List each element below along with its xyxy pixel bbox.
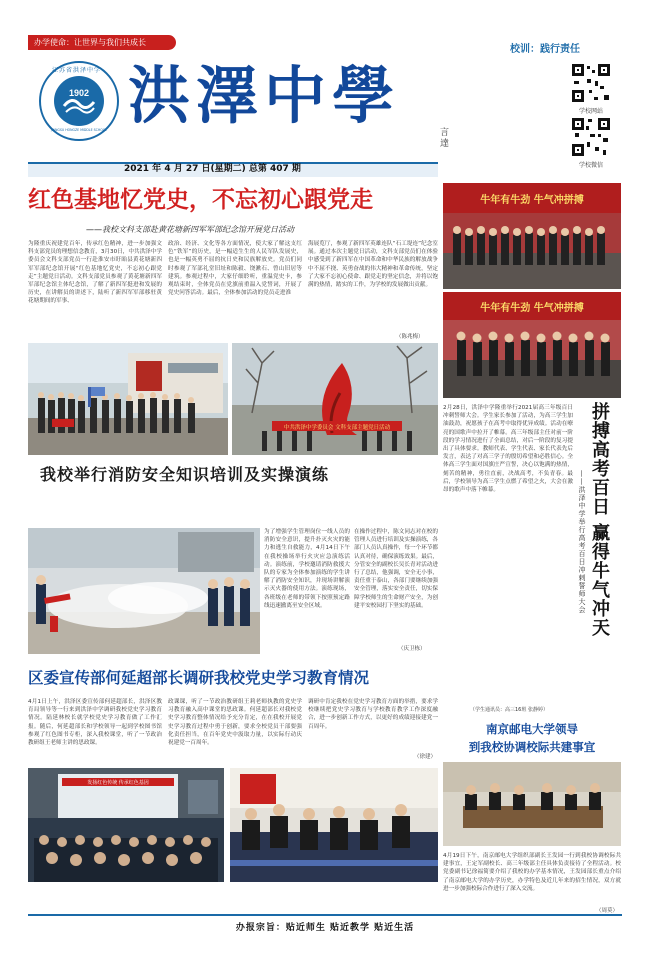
rally-banner-b: 牛年有牛劲 牛气冲拼搏 <box>480 303 584 314</box>
article2-author: （庆卫栋） <box>398 646 426 652</box>
classroom-slide-text: 发扬红色传统 传承红色基因 <box>87 780 149 786</box>
issue-date-line: 2021 年 4 月 27 日(星期二) 总第 407 期 <box>124 164 301 174</box>
article4-body: 2月28日，洪泽中学隆重举行2021届高三年级百日冲刺誓师大会。学生家长参加了活动，为高三学生加油鼓劲，祝愿孩子在高考中取得优异成绩。活动在嘹亮的国歌声中拉开了帷幕。高三年级部主任对前一阶段的学习情况进行了全面总结，对后一阶段的复习提出了具体要求。教师代表、学生代表、家长代表先后发言，表达了对高三学子的殷切希望和必胜信心。全体高三学生面对国旗庄严宣誓，决心以饱满的热情，刻苦的精神，勇往直前，决战高考，不负青春。最后，学校领导为高三学生点燃了希望之火，大会在激昂的歌声中落下帷幕。 <box>443 405 573 494</box>
slogan-banner <box>28 35 176 50</box>
photo-memorial-group <box>28 343 228 455</box>
school-motto: 校训：践行责任 <box>510 44 580 55</box>
article1-col2: 政治、经济、文化等各方面情况，使大家了解这支红色“铁军”的历史，是一幅适生生的人民军队发展史，也是一幅英勇不屈的抗日史和民族解放史。党员们同时参观了军部礼堂旧址和陈毅、饶漱石、曾山旧居等建筑。参观过程中，大家仔细聆听，重温党史卡，参观结束时，全体党员在党旗前重温入党誓词，开展了党史问答活动。最后，全体参加活动的党员走进淮 <box>168 241 302 297</box>
logo-arc-text: 江苏省洪泽中学 <box>52 67 102 74</box>
article1-headline: 红色基地忆党史，不忘初心跟党走 <box>28 187 373 213</box>
memorial-banner-text: 中共洪泽中学委员会 文科支部主题党日活动 <box>283 425 391 431</box>
qr-code-icon <box>570 62 612 104</box>
qr-label-website: 学校网站 <box>578 108 603 115</box>
photo-lecture-hall <box>230 768 438 882</box>
article3-author: （徐建） <box>414 754 437 760</box>
qr-label-wechat: 学校微信 <box>578 162 603 169</box>
footer-text: 办报宗旨：贴近师生 贴近教学 贴近生活 <box>235 923 415 933</box>
photo-pledge-rally-1 <box>443 183 621 289</box>
newspaper-title: 洪澤中學 <box>128 59 401 132</box>
photo-memorial-sculpture <box>232 343 438 455</box>
article5-headline-line1: 南京邮电大学领导 <box>486 722 578 736</box>
article1-col1: 为隆重庆祝建党百年，传承红色精神，进一步加强文科支部党员的理想信念教育，3月30日，中共洪泽中学委员会文科支部党员一行赴淮安市盱眙县黄花塘新四军军部纪念馆开展“红色基地忆党史，不忘初心跟党走”主题党日活动。文科支部党员参观了黄花塘新四军军部纪念馆主体纪念馆，了解了新四军挺进和发展的历史，在讲解员的讲述下，陆听了新四军军部移驻黄花塘期间的军事、 <box>28 241 162 305</box>
school-logo-icon <box>38 60 120 142</box>
photo-university-meeting <box>443 762 621 846</box>
article1-author: （陈兆梅） <box>396 334 424 340</box>
article5-headline <box>443 720 621 756</box>
photo-classroom <box>28 768 224 882</box>
article3-col1: 4月1日上午，洪泽区委宣传部何延超部长，洪泽区教育局领导等一行来到洪泽中学调研我校党史学习教育情况。陆延林校长就学校党史学习教育做了工作汇报。随后，何延超部长和学校领导一起到学校图书馆参观了红色图书专柜，深入我校课堂，听了一节政治教研组王老师主讲的思政课。 <box>28 699 162 747</box>
logo-subtext: JIANGSU HONGZE MIDDLE SCHOOL <box>50 128 108 132</box>
article4-author: （学生通讯员：高三16班 张静婷） <box>470 707 548 713</box>
photo-fire-drill <box>28 528 260 654</box>
article5-author: （周莫） <box>596 908 619 914</box>
article3-headline: 区委宣传部何延超部长调研我校党史学习教育情况 <box>28 669 370 687</box>
article2-col2: 在操作过程中，陈文同志对在校的管理人员进行培训及实操演练，各部门人员认真操作，每一个环节都认真对待，确保演练效果。最后，分管安全的副校长吴长青对活动进行了总结，他强调，安全无小事，责任重于泰山，各部门要继续加强安全管理，落实安全责任，切实保障学校师生的生命财产安全，为创建平安校园打下坚实的基础。 <box>354 529 438 609</box>
article5-body: 4月19日下午，南京邮电大学组织部副长王发园一行到我校协调校际共建事宜，王定军副校长、高三年级部主任具体负责接待了全程活动。校党委副书记徐福简要介绍了我校的办学基本情况，王发园部长重点介绍了南京邮电大学的办学历史，办学特色及近几年来的招生情况，双方就进一步加强校际合作进行了深入交流。 <box>443 853 621 892</box>
photo-pledge-rally-2 <box>443 292 621 398</box>
article3-col3: 调研中肯定我校在党史学习教育方面的举措，要求学校继续把党史学习教育与学校教育教学工作深度融合，进一步创新工作方式，以更好的成绩迎接建党一百周年。 <box>308 699 438 730</box>
article3-col2: 政课课，听了一节政治教研组王莉老师执教的党史学习教育融入高中课堂的思政课。何延超部长对我校党史学习教育整体情况给予充分肯定，在在我校开展党史学习教育过程中勇于创新，要求全校党员干部要强化责任担当，在百年党史中汲取力量，以实际行动庆祝建党一百周年。 <box>168 699 302 747</box>
article4-subhead: ——洪泽中学举行高考百日冲刺誓师大会 <box>578 470 586 614</box>
calligraphy-signature: 言達 <box>440 128 450 149</box>
article1-col3: 海展览厅，参观了新四军英雄连队“石工堤连”纪念室展。通过本次主题党日活动，文科支部党员们在体验中感受到了新四军在中国革命和中华民族的解放战争中不屈不挠、英勇奋战的伟大精神和革命传统，坚定了大家不忘初心使命、跟党走的坚定信念，并将以饱满的热情，踏实的工作，为学校的发展做出贡献。 <box>308 241 438 289</box>
svg-text:1902: 1902 <box>68 88 90 98</box>
article1-subhead: ——我校文科支部赴黄花塘新四军军部纪念馆开展党日活动 <box>86 225 294 234</box>
qr-code-icon <box>570 116 612 158</box>
rally-banner-a: 牛年有牛劲 牛气冲拼搏 <box>480 195 584 206</box>
article2-col1: 为了增强学生管理岗位一线人员的消防安全意识，提升扑灭火灾的能力和逃生自救能力，4月14日下午在我校操场举行火灾应急演练活动。演练前，学校邀请消防救援大队的专家为全体参加演练的学生讲解了消防安全知识，并现场讲解演示灭火器的使用方法。演练现场，各班级在老师的带领下按照预定路线迅速撤离至安全区域。 <box>264 529 350 609</box>
slogan-text: 办学使命：让世界与我们共成长 <box>34 38 146 47</box>
article4-headline: 拼搏高考百日 赢得牛气冲天 <box>589 402 610 638</box>
footer-rule <box>28 914 622 916</box>
article2-headline: 我校举行消防安全知识培训及实操演练 <box>40 465 330 484</box>
article5-headline-line2: 到我校协调校际共建事宜 <box>468 740 596 754</box>
